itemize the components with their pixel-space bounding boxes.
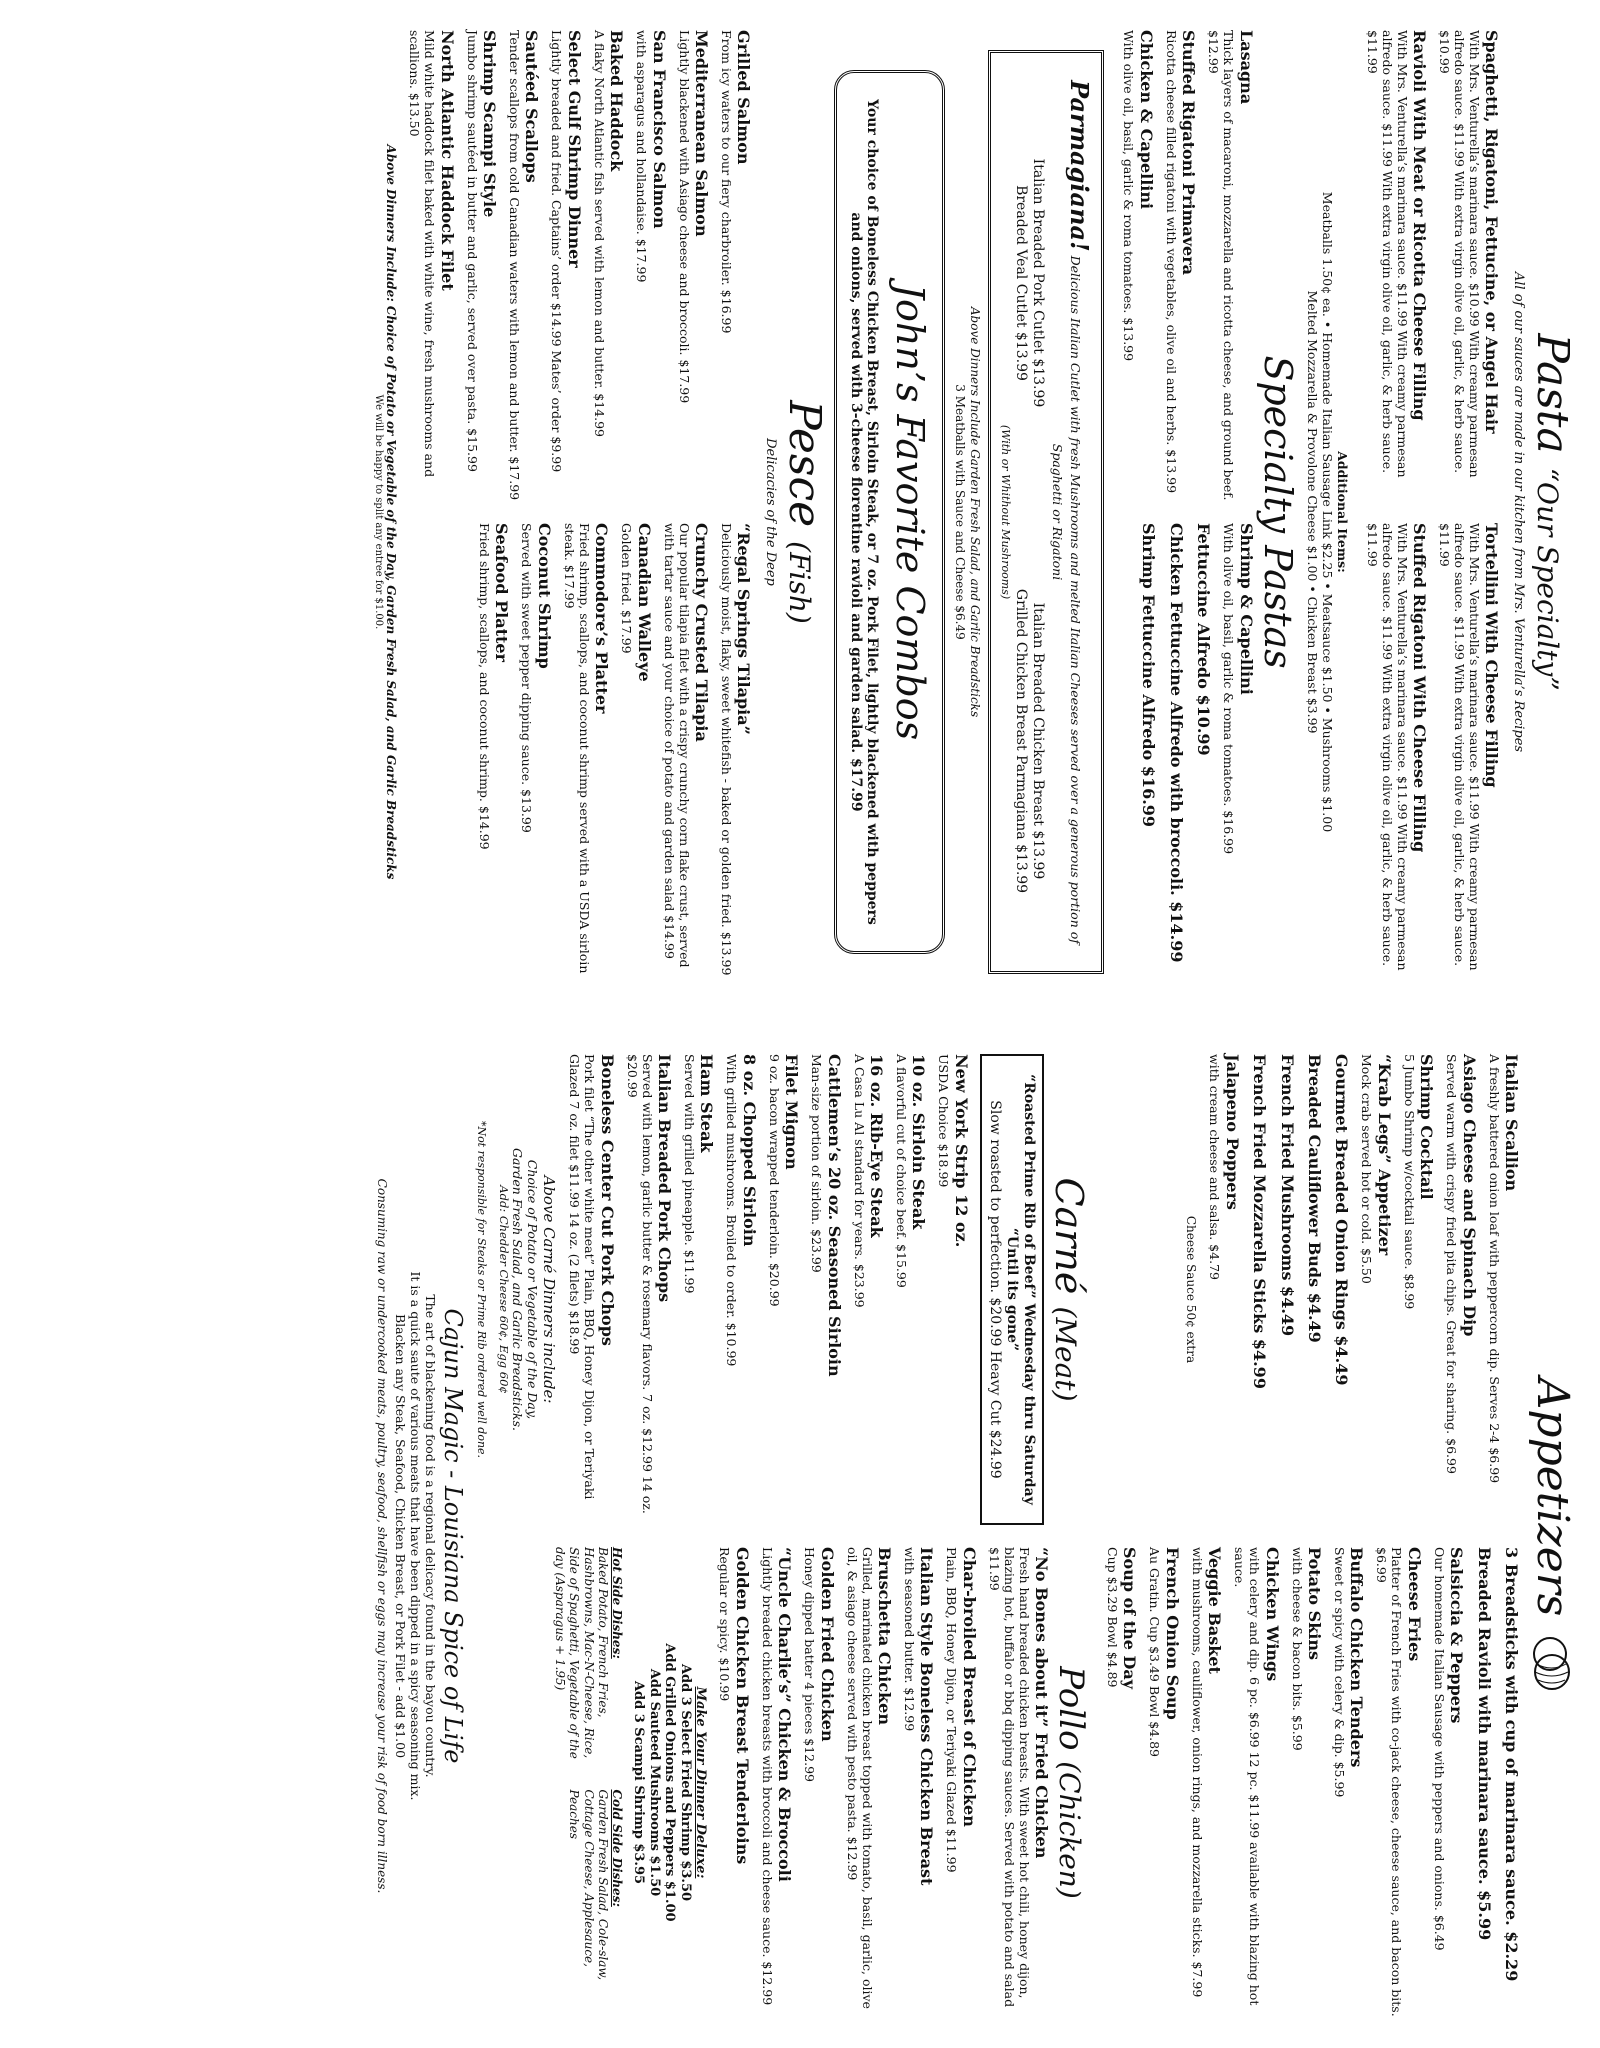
menu-item-name: Ham Steak bbox=[697, 1054, 717, 1153]
combos-desc: Your choice of Boneless Chicken Breast, Sirloin Steak, or 7 oz. Pork Filet, lightly blackened with peppers and onions, served with 3-cheese florentine ravioli and garden salad. $17.99 bbox=[847, 99, 881, 925]
menu-item-name: Soup of the Day bbox=[1120, 1547, 1140, 1690]
hot-sides-title: Hot Side Dishes: bbox=[610, 1547, 625, 1659]
menu-item-desc: Mild white haddock filet baked with white wine, fresh mushrooms and scallions. $13.50 bbox=[407, 30, 438, 478]
parmagiana-item: Italian Breaded Chicken Breast $13.99 bbox=[1029, 602, 1046, 880]
menu-item-name: “No Bones about it” Fried Chicken bbox=[1032, 1547, 1052, 1859]
menu-item-name: Tortellini With Cheese Filling bbox=[1482, 523, 1502, 788]
menu-item-desc: With Mrs. Venturella’s marinara sauce. $10.99 With creamy parmesan alfredo sauce. $11.99 With extra virgin olive oil, garlic, & herb sauce. $10.99 bbox=[1437, 30, 1483, 478]
menu-item-name: Bruschetta Chicken bbox=[874, 1547, 894, 1725]
menu-item-name: “Uncle Charlie’s” Chicken & Broccoli bbox=[775, 1547, 795, 1882]
menu-item bbox=[1437, 30, 1500, 501]
menu-item-desc: Jumbo shrimp sautéed in butter and garlic, served over pasta. $15.99 bbox=[464, 30, 480, 472]
menu-item-name: San Francisco Salmon bbox=[649, 30, 669, 229]
menu-item-name: Seafood Platter bbox=[492, 523, 512, 662]
pesce-subtitle: (Fish) bbox=[782, 541, 816, 624]
menu-item-desc: with mushrooms, cauliflower, onion rings, and mozzarella sticks. $7.99 bbox=[1189, 1547, 1205, 1998]
menu-item-name: Shrimp & Capellini bbox=[1236, 523, 1256, 695]
menu-item-desc: Mock crab served hot or cold. $5.50 bbox=[1359, 1054, 1375, 1284]
onion-icon bbox=[1528, 1634, 1576, 1694]
menu-item-name: Veggie Basket bbox=[1205, 1547, 1225, 1674]
menu-item-name: Cheese Fries bbox=[1404, 1547, 1424, 1662]
menu-item-desc: 5 Jumbo Shrimp w/cocktail sauce. $8.99 bbox=[1401, 1054, 1417, 1310]
menu-item-name: Chicken & Capellini bbox=[1136, 30, 1156, 210]
menu-item-desc: with seasoned butter. $12.99 bbox=[901, 1547, 917, 1732]
menu-item bbox=[619, 523, 652, 994]
menu-item bbox=[1121, 30, 1154, 501]
menu-item bbox=[507, 30, 540, 501]
menu-item-desc: A flavorful cut of choice beef. $15.99 bbox=[893, 1054, 909, 1288]
deluxe-item: Add 3 Scampi Shrimp $3.95 bbox=[630, 1680, 646, 1885]
menu-item-desc: Lightly blackened with Asiago cheese and broccoli. $17.99 bbox=[676, 30, 692, 404]
menu-item bbox=[1487, 1054, 1520, 1525]
pollo-title: Pollo bbox=[1051, 1666, 1092, 1751]
pesce-tagline: Delicacies of the Deep bbox=[762, 438, 778, 586]
menu-item bbox=[1502, 1547, 1520, 2018]
menu-item bbox=[1359, 1054, 1392, 1525]
menu-item-name: Golden Chicken Breast Tenderloins bbox=[732, 1547, 752, 1865]
menu-item-desc: A freshly battered onion loaf with peppercorn dip. Serves 2-4 $6.99 bbox=[1486, 1054, 1502, 1484]
menu-item-desc: Golden fried. $17.99 bbox=[619, 523, 635, 654]
menu-item bbox=[549, 30, 582, 501]
carne-dinners-line: Add: Chedder Cheese 60¢, Egg 60¢ bbox=[497, 1185, 512, 1394]
cold-sides-title: Cold Side Dishes: bbox=[610, 1789, 625, 1907]
menu-item bbox=[987, 1547, 1050, 2018]
menu-item bbox=[625, 1054, 673, 1525]
menu-item-desc: Grilled, marinated chicken breast topped with tomato, basil, garlic, olive oil, & asiago cheese served with pesto pasta. $12.99 bbox=[844, 1547, 875, 2009]
parmagiana-mushrooms: (With or Whithout Mushrooms) bbox=[999, 424, 1013, 600]
pollo-subtitle: (Chicken) bbox=[1053, 1761, 1087, 1899]
menu-item bbox=[1250, 1054, 1268, 1525]
pesce-right-column bbox=[398, 523, 752, 994]
parmagiana-item: Breaded Veal Cutlet $13.99 bbox=[1012, 185, 1029, 381]
cajun-line: It is a quick saute of various meats that have been dipped in a spicy seasoning mix. bbox=[408, 1271, 424, 1801]
steak-disclaimer: *Not responsible for Steaks or Prime Rib ordered well done. bbox=[475, 1120, 489, 1459]
menu-item-desc: Our homemade Italian Sausage with peppers and onions. $6.49 bbox=[1431, 1547, 1447, 1951]
parmagiana-tagline: Delicious Italian Cutlet with fresh Mushrooms and melted Italian Cheeses served over a generous portion of Spaghetti or Rigatoni bbox=[1049, 255, 1084, 944]
menu-item-name: French Fried Mushrooms $4.49 bbox=[1277, 1054, 1297, 1337]
menu-item-name: Lasagna bbox=[1236, 30, 1256, 105]
menu-item-name: 8 oz. Chopped Sirloin bbox=[739, 1054, 759, 1247]
menu-item bbox=[1305, 1054, 1323, 1525]
menu-item-desc: Served warm with crispy fried pita chips. Great for sharing. $6.99 bbox=[1444, 1054, 1460, 1474]
appetizers-left-column bbox=[1096, 1054, 1520, 1525]
menu-item bbox=[477, 523, 510, 994]
pollo-column bbox=[475, 1547, 1092, 2018]
parmagiana-item: Italian Breaded Pork Cutlet $13.99 bbox=[1029, 158, 1046, 408]
menu-item-desc: Au Gratin. Cup $3.49 Bowl $4.89 bbox=[1147, 1547, 1163, 1757]
menu-item-desc: USDA Choice $18.99 bbox=[936, 1054, 952, 1188]
menu-item-desc: Lightly breaded and fried. Captains’ order $14.99 Mates’ order $9.99 bbox=[549, 30, 565, 473]
menu-item bbox=[760, 1547, 793, 2018]
menu-item-name: Gourmet Breaded Onion Rings $4.49 bbox=[1332, 1054, 1352, 1386]
menu-item bbox=[465, 30, 498, 501]
carne-title: Carné bbox=[1047, 1177, 1092, 1295]
menu-item bbox=[1365, 523, 1428, 994]
combos-box bbox=[834, 70, 945, 954]
deluxe-item: Add Sauteed Mushrooms $1.50 bbox=[646, 1668, 662, 1897]
menu-item bbox=[634, 30, 667, 501]
menu-item-name: Coconut Shrimp bbox=[534, 523, 554, 669]
menu-item-name: Crunchy Crusted Tilapia bbox=[691, 523, 711, 742]
menu-item-desc: From icy waters to our fiery charbroiler. $16.99 bbox=[718, 30, 734, 334]
menu-item-name: Shrimp Fettuccine Alfredo $16.99 bbox=[1139, 523, 1159, 828]
menu-item-name: “Krab Legs” Appetizer bbox=[1374, 1054, 1394, 1256]
menu-item-desc: With olive oil, basil, garlic & roma tomatoes. $13.99 bbox=[1121, 30, 1137, 362]
carne-dinners bbox=[496, 1054, 558, 1525]
menu-item bbox=[519, 523, 552, 994]
menu-item bbox=[1105, 1547, 1138, 2018]
menu-item-desc: Fried shrimp, scallops, and coconut shrimp. $14.99 bbox=[476, 523, 492, 850]
menu-item-desc: With Mrs. Venturella’s marinara sauce. $11.99 With creamy parmesan alfredo sauce. $11.99 With extra virgin olive oil, garlic, & herb sauce. $11.99 bbox=[1364, 523, 1410, 971]
prime-rib-box bbox=[980, 1054, 1044, 1525]
carne-subtitle: (Meat) bbox=[1049, 1306, 1083, 1402]
cajun-title: Cajun Magic - Louisiana Spice of Life bbox=[439, 1308, 468, 1764]
menu-item-name: Stuffed Rigatoni Primavera bbox=[1179, 30, 1199, 276]
menu-item-desc: Sweet or spicy with celery & dip. $5.99 bbox=[1332, 1547, 1348, 1798]
menu-item bbox=[592, 30, 625, 501]
menu-item-desc: With Mrs. Venturella’s marinara sauce. $11.99 With creamy parmesan alfredo sauce. $11.99 With extra virgin olive oil, garlic, & herb sauce. $11.99 bbox=[1364, 30, 1410, 478]
pasta-right-column bbox=[1356, 523, 1501, 994]
menu-item-name: Breaded Cauliflower Buds $4.49 bbox=[1305, 1054, 1325, 1343]
menu-item-name: Italian Scallion bbox=[1502, 1054, 1521, 1192]
menu-item bbox=[1474, 1547, 1492, 2018]
menu-item bbox=[662, 523, 710, 994]
menu-item-name: Chicken Wings bbox=[1262, 1547, 1282, 1682]
menu-item-name: Filet Mignon bbox=[782, 1054, 802, 1170]
menu-page-left bbox=[0, 1024, 1600, 2048]
menu-item bbox=[562, 523, 610, 994]
pasta-note: All of our sauces are made in our kitchen from Mrs. Venturella’s Recipes bbox=[1511, 271, 1526, 753]
menu-item-name: Shrimp Cocktail bbox=[1417, 1054, 1437, 1200]
menu-item-name: 10 oz. Sirloin Steak bbox=[909, 1054, 929, 1230]
menu-item-name: Ravioli With Meat or Ricotta Cheese Filling bbox=[1410, 30, 1430, 421]
menu-item bbox=[1166, 523, 1184, 994]
menu-item-desc: A flaky North Atlantic fish served with lemon and butter. $14.99 bbox=[591, 30, 607, 438]
carne-dinners-line: Choice of Potato or Vegetable of the Day, bbox=[525, 1159, 541, 1420]
cajun-line: The art of blackening food is a regional delicacy found in the bayou country. bbox=[423, 1294, 439, 1778]
hot-sides-list: Baked Potato, French Fries, Hashbrowns, Mac-N-Cheese, Rice, Side of Spaghetti, Vegetable of the day (Asparagus + 1.95) bbox=[552, 1547, 610, 1759]
appetizers-page bbox=[0, 1024, 1600, 2048]
additional-items-title: Additional Items: bbox=[1334, 451, 1350, 573]
carne-title-block bbox=[1047, 1054, 1092, 1525]
menu-item bbox=[1277, 1054, 1295, 1525]
carne-dinners-title: Above Carné Dinners include: bbox=[540, 1175, 559, 1404]
pasta-left-column bbox=[1356, 30, 1501, 501]
menu-item-name: Italian Breaded Pork Chops bbox=[654, 1054, 674, 1303]
additional-items bbox=[1305, 30, 1350, 994]
menu-item-desc: Thick layers of macaroni, mozzarella and ricotta cheese, and ground beef. $12.99 bbox=[1206, 30, 1237, 501]
pasta-title: Pasta bbox=[1527, 333, 1578, 454]
menu-item-desc: Fried shrimp, scallops, and coconut shrimp served with a USDA sirloin steak. $17.99 bbox=[561, 523, 592, 974]
menu-item-name: Commodore’s Platter bbox=[592, 523, 612, 714]
menu-item bbox=[719, 30, 752, 501]
menu-item-name: French Fried Mozzarella Sticks $4.99 bbox=[1250, 1054, 1270, 1389]
pasta-title-block bbox=[1527, 30, 1578, 994]
menu-item-desc: Served with grilled pineapple. $11.99 bbox=[681, 1054, 697, 1294]
menu-item-name: Mediterranean Salmon bbox=[691, 30, 711, 237]
parmagiana-item: Grilled Chicken Breast Parmagiana $13.99 bbox=[1012, 588, 1029, 894]
carne-column bbox=[475, 1054, 1092, 1525]
menu-item-name: Salsiccia & Peppers bbox=[1447, 1547, 1467, 1724]
menu-item-desc: With grilled mushrooms. Broiled to order. $10.99 bbox=[724, 1054, 740, 1367]
menu-item-name: Shrimp Scampi Style bbox=[479, 30, 499, 218]
menu-item-name: Jalapeno Poppers bbox=[1222, 1054, 1242, 1210]
menu-item-desc: Tender scallops from cold Canadian waters with lemon and butter. $17.99 bbox=[506, 30, 522, 501]
menu-item-desc: Fresh hand breaded chicken breasts. With sweet hot chili, honey dijon, blazing hot, buffalo or bbq dipping sauces. Served with potato and salad $11.99 bbox=[986, 1547, 1032, 2008]
deluxe-item: Add 3 Select Fried Shrimp $3.50 bbox=[677, 1663, 693, 1902]
menu-item bbox=[1164, 30, 1197, 501]
menu-item-desc: with celery and dip. 6 pc. $6.99 12 pc. $11.99 available with blazing hot sauce. bbox=[1232, 1547, 1263, 2006]
carne-dinners-line: Garden Fresh Salad, and Garlic Breadsticks. bbox=[510, 1147, 526, 1431]
menu-item bbox=[1194, 523, 1212, 994]
cold-sides-list: Garden Fresh Salad, Cole-slaw, Cottage Cheese, Applesauce, Peaches bbox=[567, 1789, 610, 1981]
pesce-left-column bbox=[398, 30, 752, 501]
menu-item-desc: with asparagus and hollandaise. $17.99 bbox=[634, 30, 650, 283]
split-note: We will be happy to split any entree for $1.00. bbox=[372, 394, 384, 630]
menu-item bbox=[1365, 30, 1428, 501]
menu-item bbox=[724, 1054, 757, 1525]
menu-item bbox=[845, 1547, 893, 2018]
menu-item bbox=[936, 1054, 969, 1525]
deluxe-title: Make Your Dinner Deluxe: bbox=[693, 1686, 709, 1879]
menu-item-desc: Man-size portion of sirloin. $23.99 bbox=[809, 1054, 825, 1273]
menu-item-name: Golden Fried Chicken bbox=[817, 1547, 837, 1742]
meatballs-note: 3 Meatballs with Sauce and Cheese $6.49 bbox=[953, 384, 968, 640]
menu-item bbox=[1332, 1054, 1350, 1525]
menu-item-name: Spaghetti, Rigatoni, Fettucine, or Angel Hair bbox=[1482, 30, 1502, 434]
menu-item bbox=[894, 1054, 927, 1525]
menu-item bbox=[682, 1054, 715, 1525]
additional-items-line: Meatballs 1.50¢ ea. • Homemade Italian Sausage Link $2.25 • Meatsauce $1.50 • Mushrooms $1.00 bbox=[1319, 191, 1335, 833]
pesce-dinners: Above Dinners Include: Choice of Potato or Vegetable of the Day, Garden Fresh Salad, and Garlic Breadsticks bbox=[384, 144, 399, 880]
menu-item-name: “Regal Springs Tilapia” bbox=[734, 523, 754, 735]
menu-item bbox=[767, 1054, 800, 1525]
prime-rib-line: “Roasted Prime Rib of Beef” Wednesday thru Saturday “Until its gone” bbox=[1004, 1074, 1038, 1505]
pesce-title-block bbox=[778, 30, 830, 994]
menu-item-desc: Served with lemon, garlic butter & rosemary flavors. 7 oz. $12.99 14 oz. $20.99 bbox=[624, 1054, 655, 1514]
parmagiana-dinners: Above Dinners Include Garden Fresh Salad, and Garlic Breadsticks bbox=[967, 306, 982, 718]
menu-item bbox=[809, 1054, 842, 1525]
menu-item bbox=[1139, 523, 1157, 994]
side-dishes bbox=[552, 1547, 624, 2018]
menu-item bbox=[902, 1547, 935, 2018]
menu-item bbox=[407, 30, 455, 501]
menu-item-desc: Plain, BBQ, Honey Dijon, or Teriyaki Glazed $11.99 bbox=[944, 1547, 960, 1873]
pesce-title: Pesce bbox=[778, 400, 830, 528]
menu-item bbox=[567, 1054, 615, 1525]
menu-item-name: Potato Skins bbox=[1305, 1547, 1325, 1661]
health-warning: Consuming raw or undercooked meats, poultry, seafood, shellfish or eggs may increase your risk of food born illness. bbox=[375, 1178, 390, 1894]
menu-item-name: Baked Haddock bbox=[607, 30, 627, 172]
menu-item-desc: Pork filet “The other white meat” Plain, BBQ, Honey Dijon, or Teriyaki Glazed 7 oz. filet $11.99 14 oz. (2 filets) $18.99 bbox=[567, 1054, 598, 1500]
menu-item bbox=[1232, 1547, 1280, 2018]
menu-item bbox=[719, 523, 752, 994]
appetizers-title: Appetizers bbox=[1527, 1377, 1578, 1617]
menu-item-name: French Onion Soup bbox=[1162, 1547, 1182, 1720]
combos-title: John’s Favorite Combos bbox=[888, 283, 933, 741]
menu-item-desc: 9 oz. bacon wrapped tenderloin. $20.99 bbox=[766, 1054, 782, 1307]
menu-item-name: Canadian Walleye bbox=[634, 523, 654, 682]
pollo-title-block bbox=[1051, 1547, 1092, 2018]
menu-item-name: Stuffed Rigatoni With Cheese Filling bbox=[1410, 523, 1430, 853]
menu-item-name: New York Strip 12 oz. bbox=[951, 1054, 971, 1248]
menu-item bbox=[717, 1547, 750, 2018]
prime-rib-line: Slow roasted to perfection. $20.99 Heavy Cut $24.99 bbox=[987, 1100, 1004, 1479]
menu-item-desc: Our popular tilapia filet with a crispy crunchy corn flake crust, served with tartar sauce and your choice of potato and garden salad $14.99 bbox=[661, 523, 692, 968]
menu-item-name: Italian Style Boneless Chicken Breast bbox=[917, 1547, 937, 1886]
menu-item-name: 3 Breadsticks with cup of marinara sauce. $2.29 bbox=[1502, 1547, 1521, 1982]
menu-item-name: Cattlemen’s 20 oz. Seasoned Sirloin bbox=[824, 1054, 844, 1377]
menu-item bbox=[852, 1054, 885, 1525]
menu-item-name: Char-broiled Breast of Chicken bbox=[959, 1547, 979, 1827]
menu-item-name: Fettuccine Alfredo $10.99 bbox=[1194, 523, 1214, 756]
menu-item-desc: Deliciously moist, flaky, sweet whitefish - baked or golden fried. $13.99 bbox=[718, 523, 734, 976]
menu-item bbox=[1221, 523, 1254, 994]
menu-item-desc: A Casa Lu Al standard for years. $23.99 bbox=[851, 1054, 867, 1308]
menu-item-name: Boneless Center Cut Pork Chops bbox=[597, 1054, 617, 1346]
cajun-section bbox=[375, 1054, 467, 2018]
menu-item-desc: with cheese & bacon bits. $5.99 bbox=[1289, 1547, 1305, 1751]
menu-item bbox=[802, 1547, 835, 2018]
parmagiana-box bbox=[988, 50, 1105, 974]
additional-items-line: Melted Mozzarella & Provolone Cheese $1.00 • Chicken Breast $3.99 bbox=[1304, 290, 1320, 734]
menu-item-desc: With olive oil, basil, garlic & roma tomatoes. $16.99 bbox=[1221, 523, 1237, 855]
menu-item bbox=[1207, 1054, 1240, 1525]
menu-item-name: Buffalo Chicken Tenders bbox=[1347, 1547, 1367, 1768]
menu-item-desc: Lightly breaded chicken breasts with broccoli and cheese sauce. $12.99 bbox=[759, 1547, 775, 2006]
menu-item-desc: Ricotta cheese filled rigatoni with vegetables, olive oil and herbs. $13.99 bbox=[1163, 30, 1179, 494]
menu-item bbox=[1290, 1547, 1323, 2018]
deluxe-item: Add Grilled Onions and Peppers $1.00 bbox=[662, 1643, 678, 1922]
menu-item bbox=[1147, 1547, 1180, 2018]
menu-item-desc: Honey dipped batter 4 pieces $12.99 bbox=[802, 1547, 818, 1782]
specialty-title: Specialty Pastas bbox=[1255, 355, 1300, 669]
menu-item-desc: Cup $3.29 Bowl $4.89 bbox=[1105, 1547, 1121, 1688]
specialty-left-column bbox=[1112, 30, 1254, 501]
cajun-line: Blacken any Steak, Seafood, Chicken Breast, or Pork Filet - add $1.00 bbox=[393, 1313, 409, 1759]
appetizers-right-column bbox=[1096, 1547, 1520, 2018]
menu-item-desc: Platter of French Fries with co-jack cheese, cheese sauce, and bacon bits. $6.99 bbox=[1374, 1547, 1405, 2017]
menu-item-name: Chicken Fettuccine Alfredo with broccoli. $14.99 bbox=[1166, 523, 1186, 963]
menu-item-name: Breaded Ravioli with marinara sauce. $5.99 bbox=[1474, 1547, 1494, 1941]
parmagiana-title: Parmagiana! bbox=[1065, 80, 1095, 252]
cheese-sauce-note: Cheese Sauce 50¢ extra bbox=[1184, 1215, 1199, 1364]
menu-item-name: 16 oz. Rib-Eye Steak bbox=[866, 1054, 886, 1238]
menu-item bbox=[1437, 523, 1500, 994]
menu-item-name: Select Gulf Shrimp Dinner bbox=[564, 30, 584, 268]
menu-item bbox=[944, 1547, 977, 2018]
deluxe-section bbox=[630, 1547, 708, 2018]
menu-item-name: Sautéed Scallops bbox=[522, 30, 542, 183]
menu-item-desc: With Mrs. Venturella’s marinara sauce. $11.99 With creamy parmesan alfredo sauce. $11.99 With extra virgin olive oil, garlic, & herb sauce. $11.99 bbox=[1437, 523, 1483, 971]
menu-item bbox=[1432, 1547, 1465, 2018]
menu-item-name: Grilled Salmon bbox=[734, 30, 754, 165]
menu-item bbox=[1206, 30, 1254, 501]
menu-item-desc: Regular or spicy. $10.99 bbox=[717, 1547, 733, 1702]
menu-item bbox=[1374, 1547, 1422, 2018]
menu-item-desc: with cream cheese and salsa. $4.79 bbox=[1207, 1054, 1223, 1280]
menu-item bbox=[1444, 1054, 1477, 1525]
menu-item bbox=[677, 30, 710, 501]
menu-item bbox=[1190, 1547, 1223, 2018]
specialty-right-column bbox=[1112, 523, 1254, 994]
menu-item bbox=[1402, 1054, 1435, 1525]
menu-item-name: North Atlantic Haddock Filet bbox=[437, 30, 457, 291]
menu-item-desc: Served with sweet pepper dipping sauce. $13.99 bbox=[519, 523, 535, 833]
menu-item-name: Asiago Cheese and Spinach Dip bbox=[1459, 1054, 1479, 1337]
pasta-subtitle: “Our Specialty” bbox=[1531, 467, 1564, 691]
menu-item bbox=[1332, 1547, 1365, 2018]
